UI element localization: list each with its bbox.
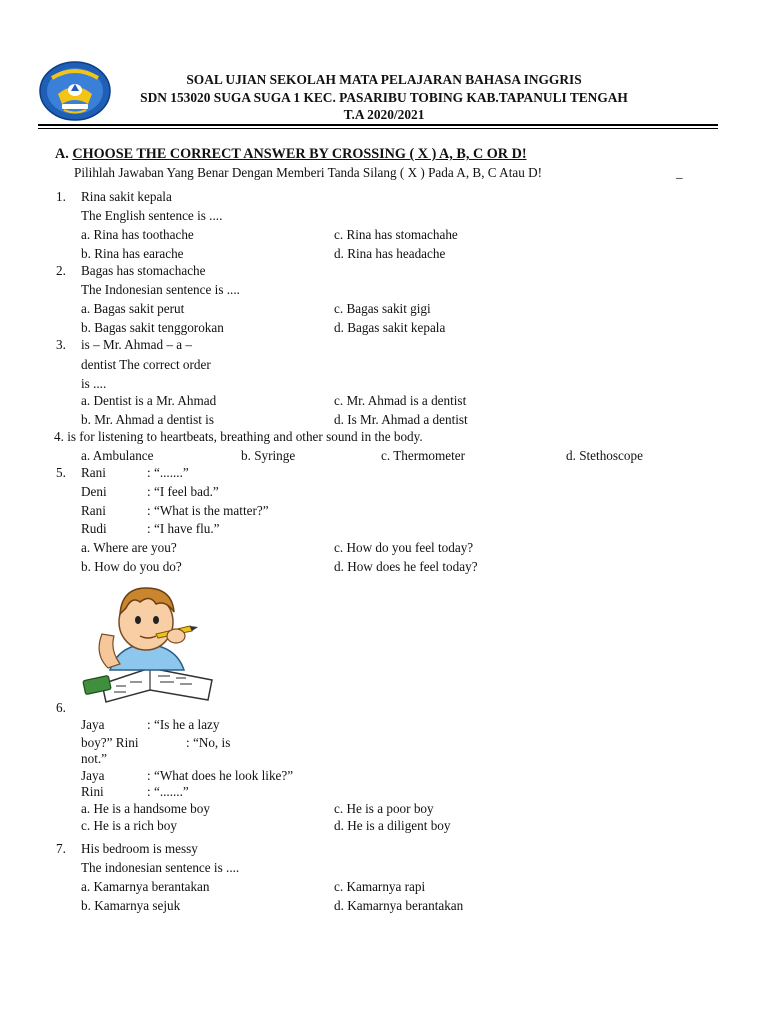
q7-option-d[interactable]: d. Kamarnya berantakan bbox=[334, 898, 464, 913]
q3-number: 3. bbox=[56, 337, 66, 352]
q4-option-d[interactable]: d. Stethoscope bbox=[566, 448, 643, 463]
q5-number: 5. bbox=[56, 465, 66, 480]
q1-stem: The English sentence is .... bbox=[81, 208, 223, 223]
q2-number: 2. bbox=[56, 263, 66, 278]
q6-wrap-1-line: : “No, is bbox=[186, 735, 231, 750]
q6-option-a[interactable]: a. He is a handsome boy bbox=[81, 801, 210, 816]
section-heading: CHOOSE THE CORRECT ANSWER BY CROSSING ( X ) A, B, C OR D! bbox=[72, 146, 527, 162]
q4-stem: 4. is for listening to heartbeats, breathing and other sound in the body. bbox=[54, 429, 423, 444]
q4-option-b[interactable]: b. Syringe bbox=[241, 448, 296, 463]
q6-speaker-jaya: Jaya bbox=[81, 717, 105, 732]
dialog-speaker: Rudi bbox=[81, 521, 107, 536]
q7-option-a[interactable]: a. Kamarnya berantakan bbox=[81, 879, 210, 894]
q1-option-a[interactable]: a. Rina has toothache bbox=[81, 227, 194, 242]
dialog-speaker: Rani bbox=[81, 503, 106, 518]
section-instruction: Pilihlah Jawaban Yang Benar Dengan Memberi Tanda Silang ( X ) Pada A, B, C Atau D! bbox=[74, 165, 543, 180]
q5-option-b[interactable]: b. How do you do? bbox=[81, 559, 182, 574]
q6-wrap-1: boy?” Rini bbox=[81, 735, 139, 750]
q3-line-3: is .... bbox=[81, 376, 107, 391]
q6-option-d[interactable]: d. He is a diligent boy bbox=[334, 818, 451, 833]
q6-option-b[interactable]: c. He is a rich boy bbox=[81, 818, 177, 833]
header-line-1: SOAL UJIAN SEKOLAH MATA PELAJARAN BAHASA INGGRIS bbox=[186, 72, 582, 87]
q3-line-1: is – Mr. Ahmad – a – bbox=[81, 337, 192, 352]
q5-option-d[interactable]: d. How does he feel today? bbox=[334, 559, 478, 574]
q3-option-a[interactable]: a. Dentist is a Mr. Ahmad bbox=[81, 393, 217, 408]
header-rule-thick bbox=[38, 124, 718, 126]
q2-prompt: Bagas has stomachache bbox=[81, 263, 206, 278]
q3-option-b[interactable]: b. Mr. Ahmad a dentist is bbox=[81, 412, 214, 427]
dialog-line: : “I feel bad.” bbox=[147, 484, 219, 499]
dialog-speaker: Deni bbox=[81, 484, 107, 499]
dialog-line: : “.......” bbox=[147, 465, 189, 480]
q7-option-b[interactable]: b. Kamarnya sejuk bbox=[81, 898, 181, 913]
q2-option-d[interactable]: d. Bagas sakit kepala bbox=[334, 320, 446, 335]
q6-speaker-rini: Rini bbox=[81, 784, 104, 799]
q7-number: 7. bbox=[56, 841, 66, 856]
q5-option-a[interactable]: a. Where are you? bbox=[81, 540, 177, 555]
q7-prompt: His bedroom is messy bbox=[81, 841, 198, 856]
header-line-2: SDN 153020 SUGA SUGA 1 KEC. PASARIBU TOBING KAB.TAPANULI TENGAH bbox=[140, 90, 628, 105]
dialog-line: : “I have flu.” bbox=[147, 521, 220, 536]
q7-stem: The indonesian sentence is .... bbox=[81, 860, 240, 875]
q1-option-c[interactable]: c. Rina has stomachahe bbox=[334, 227, 458, 242]
q6-line-jaya-2: : “What does he look like?” bbox=[147, 768, 294, 783]
q6-line-jaya: : “Is he a lazy bbox=[147, 717, 220, 732]
header-rule-thin bbox=[38, 128, 718, 129]
dialog-speaker: Rani bbox=[81, 465, 106, 480]
dialog-line: : “What is the matter?” bbox=[147, 503, 269, 518]
q6-option-c[interactable]: c. He is a poor boy bbox=[334, 801, 434, 816]
q1-number: 1. bbox=[56, 189, 66, 204]
q4-option-a[interactable]: a. Ambulance bbox=[81, 448, 154, 463]
section-letter: A. bbox=[55, 146, 69, 162]
q6-speaker-jaya-2: Jaya bbox=[81, 768, 105, 783]
section-title bbox=[55, 146, 527, 163]
q1-option-d[interactable]: d. Rina has headache bbox=[334, 246, 446, 261]
q4-option-c[interactable]: c. Thermometer bbox=[381, 448, 465, 463]
q6-wrap-2: not.” bbox=[81, 751, 108, 766]
q7-option-c[interactable]: c. Kamarnya rapi bbox=[334, 879, 426, 894]
q1-option-b[interactable]: b. Rina has earache bbox=[81, 246, 184, 261]
q3-line-2: dentist The correct order bbox=[81, 357, 211, 372]
q6-line-rini: : “.......” bbox=[147, 784, 189, 799]
trailing-mark: _ bbox=[676, 165, 683, 180]
q6-number: 6. bbox=[56, 700, 66, 715]
q3-option-c[interactable]: c. Mr. Ahmad is a dentist bbox=[334, 393, 467, 408]
q2-stem: The Indonesian sentence is .... bbox=[81, 282, 240, 297]
q2-option-c[interactable]: c. Bagas sakit gigi bbox=[334, 301, 431, 316]
q1-prompt: Rina sakit kepala bbox=[81, 189, 172, 204]
q2-option-a[interactable]: a. Bagas sakit perut bbox=[81, 301, 185, 316]
q2-option-b[interactable]: b. Bagas sakit tenggorokan bbox=[81, 320, 224, 335]
header-line-3: T.A 2020/2021 bbox=[343, 107, 425, 122]
q5-option-c[interactable]: c. How do you feel today? bbox=[334, 540, 474, 555]
boy-studying-illustration bbox=[80, 576, 220, 708]
q3-option-d[interactable]: d. Is Mr. Ahmad a dentist bbox=[334, 412, 468, 427]
